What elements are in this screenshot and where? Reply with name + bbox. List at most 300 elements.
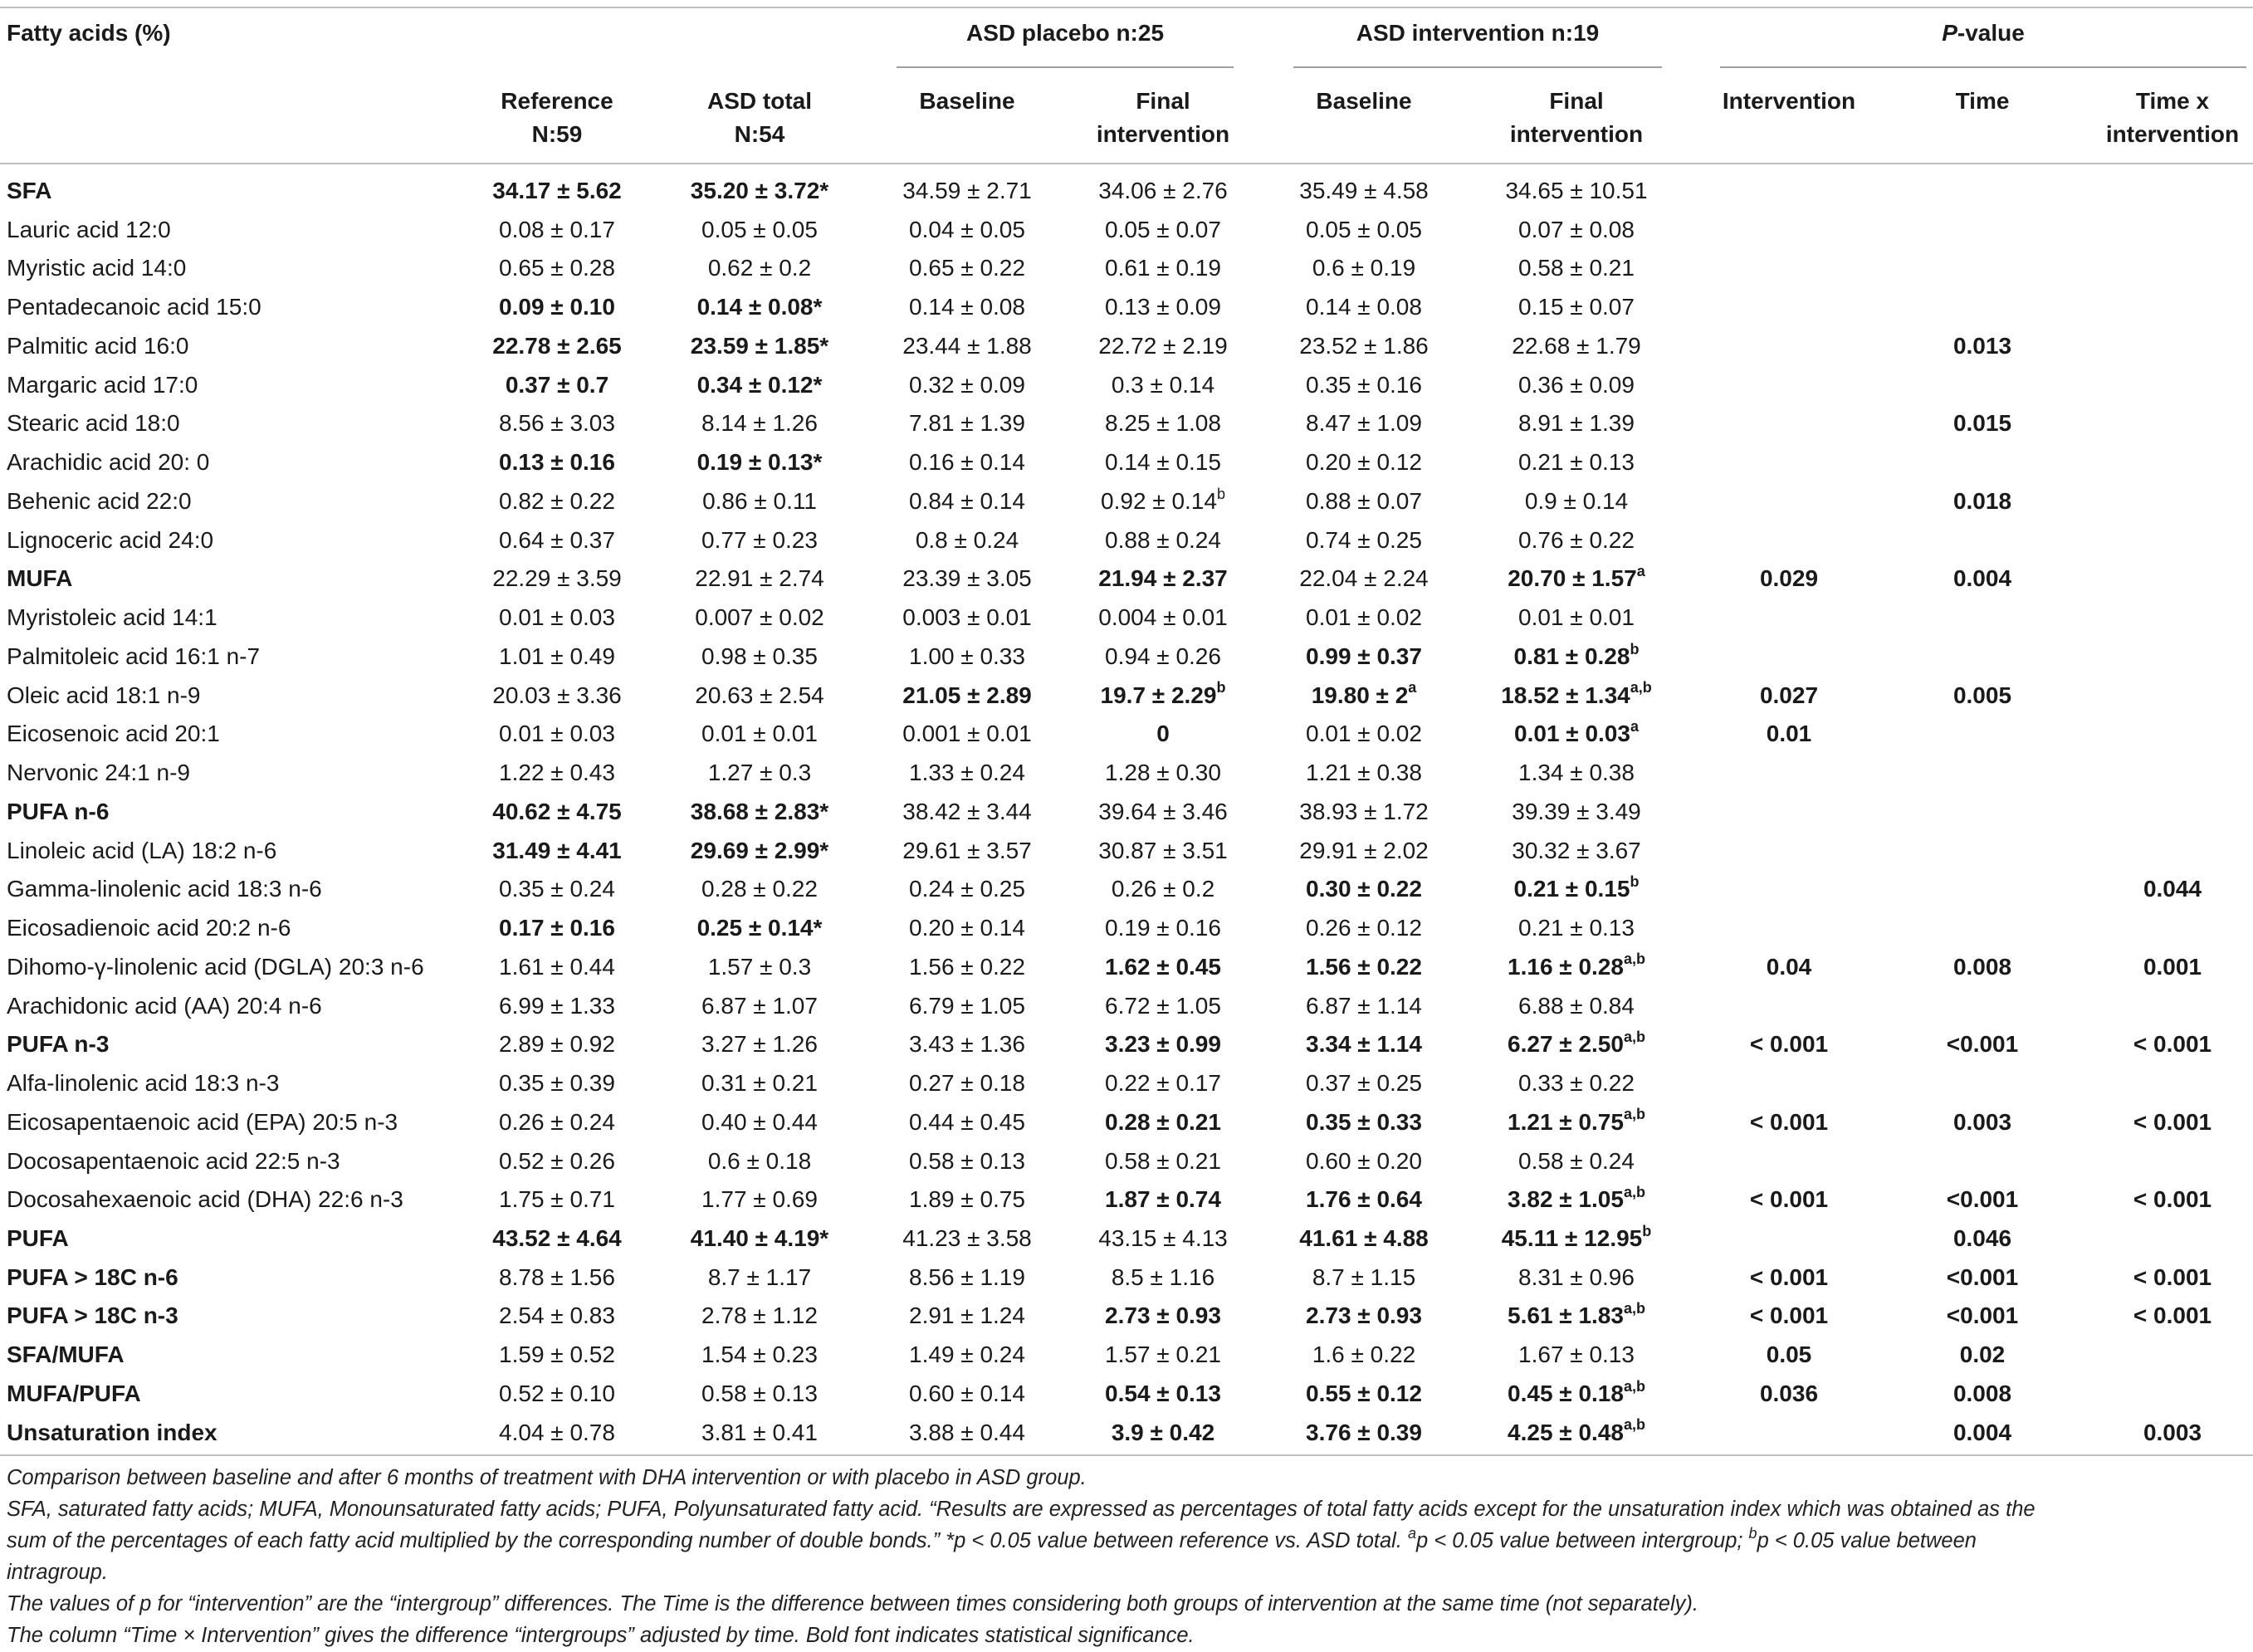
cell-value: 0.3 ± 0.14 (1111, 371, 1215, 398)
cell-value: < 0.001 (2133, 1186, 2212, 1213)
cell-asd-total (660, 599, 859, 637)
cell-p-intervention (1689, 1375, 1889, 1413)
cell-value: 1.75 ± 0.71 (499, 1186, 615, 1213)
cell-intervention-baseline (1264, 832, 1464, 870)
cell-placebo-final (1063, 1259, 1263, 1297)
cell-value: 41.40 ± 4.19* (690, 1224, 829, 1251)
cell-value: 0.007 ± 0.02 (695, 604, 824, 631)
cell-asd-total (660, 1375, 859, 1413)
cell-p-time-x-intervention (2073, 754, 2253, 792)
cell-intervention-baseline (1264, 249, 1464, 287)
cell-value: 0.60 ± 0.14 (909, 1380, 1025, 1406)
cell-placebo-baseline (867, 366, 1067, 404)
cell-placebo-final (1063, 327, 1263, 365)
cell-value: 0.044 (2143, 876, 2202, 902)
cell-value: 0.58 ± 0.13 (909, 1147, 1025, 1174)
table-row (0, 404, 2253, 442)
cell-value: 0.003 (2143, 1419, 2202, 1445)
cell-intervention-baseline (1264, 638, 1464, 676)
cell-value: < 0.001 (1749, 1303, 1829, 1329)
cell-p-time-x-intervention (2073, 327, 2253, 365)
cell-intervention-final (1477, 1336, 1676, 1374)
cell-value: 0.55 ± 0.12 (1306, 1380, 1422, 1406)
cell-value: 19.80 ± 2 (1311, 682, 1409, 708)
cell-value: 6.27 ± 2.50 (1508, 1031, 1624, 1058)
cell-value: 0.82 ± 0.22 (499, 487, 615, 514)
cell-p-intervention (1689, 1180, 1889, 1219)
cell-value: 0.74 ± 0.25 (1306, 526, 1422, 553)
cell-value: 38.68 ± 2.83* (690, 798, 829, 824)
cell-value: 3.9 ± 0.42 (1111, 1419, 1215, 1445)
cell-intervention-final (1477, 1375, 1676, 1413)
cell-value: 1.57 ± 0.3 (707, 953, 812, 980)
cell-intervention-baseline (1264, 211, 1464, 249)
cell-value: 23.59 ± 1.85* (690, 332, 829, 359)
cell-placebo-baseline (867, 948, 1067, 986)
table-row (0, 832, 2253, 870)
cell-p-time (1883, 677, 2082, 715)
table-row (0, 793, 2253, 831)
cell-placebo-final (1063, 1025, 1263, 1063)
cell-placebo-final (1063, 404, 1263, 442)
cell-p-intervention (1689, 404, 1889, 442)
cell-p-time-x-intervention (2073, 366, 2253, 404)
cell-value: 30.87 ± 3.51 (1098, 837, 1228, 863)
cell-p-time-x-intervention (2073, 249, 2253, 287)
cell-value: 0.52 ± 0.10 (499, 1380, 615, 1406)
cell-value: 1.21 ± 0.38 (1306, 760, 1422, 786)
cell-value: 2.89 ± 0.92 (499, 1031, 615, 1058)
header-time-x-line2: intervention (2105, 121, 2240, 147)
cell-value: 41.23 ± 3.58 (902, 1224, 1032, 1251)
cell-value: 0.28 ± 0.21 (1105, 1108, 1221, 1135)
cell-intervention-baseline (1264, 948, 1464, 986)
cell-placebo-baseline (867, 211, 1067, 249)
cell-value: 0.01 ± 0.03 (499, 604, 615, 631)
cell-value: 8.31 ± 0.96 (1518, 1263, 1635, 1290)
cell-placebo-final (1063, 1414, 1263, 1452)
cell-value: 1.27 ± 0.3 (707, 760, 812, 786)
cell-intervention-baseline (1264, 715, 1464, 753)
cell-placebo-baseline (867, 1142, 1067, 1180)
cell-placebo-baseline (867, 677, 1067, 715)
cell-value: 5.61 ± 1.83 (1508, 1303, 1624, 1329)
row-label: Dihomo-γ-linolenic acid (DGLA) 20:3 n-6 (7, 953, 424, 980)
cell-value: 1.6 ± 0.22 (1312, 1342, 1416, 1368)
cell-value: 0.008 (1952, 953, 2012, 980)
cell-intervention-final (1477, 1142, 1676, 1180)
cell-asd-total (660, 638, 859, 676)
cell-value: 1.89 ± 0.75 (909, 1186, 1025, 1213)
cell-placebo-final (1063, 521, 1263, 560)
row-label: Unsaturation index (7, 1419, 217, 1445)
header-time-x-line1: Time x (2135, 88, 2210, 114)
cell-value: 2.73 ± 0.93 (1105, 1303, 1221, 1329)
cell-p-intervention (1689, 443, 1889, 481)
table-row (0, 1219, 2253, 1258)
cell-p-time-x-intervention (2073, 1259, 2253, 1297)
cell-p-time (1883, 948, 2082, 986)
cell-reference (457, 948, 657, 986)
cell-reference (457, 1025, 657, 1063)
cell-value: 0.60 ± 0.20 (1306, 1147, 1422, 1174)
row-label: Eicosenoic acid 20:1 (7, 721, 220, 747)
cell-value: 3.81 ± 0.41 (701, 1419, 818, 1445)
cell-p-time (1883, 1414, 2082, 1452)
cell-value: 0.001 (2143, 953, 2202, 980)
cell-value: 1.00 ± 0.33 (909, 643, 1025, 669)
cell-intervention-final (1477, 443, 1676, 481)
header-asd-intervention: ASD intervention n:19 (1356, 20, 1600, 46)
cell-value: 0.05 (1766, 1342, 1812, 1368)
cell-value: 0.21 ± 0.13 (1518, 449, 1635, 476)
cell-p-time-x-intervention (2073, 1297, 2253, 1335)
cell-value: 18.52 ± 1.34 (1501, 682, 1630, 708)
cell-placebo-final (1063, 832, 1263, 870)
cell-value: 38.42 ± 3.44 (902, 798, 1032, 824)
cell-placebo-final (1063, 560, 1263, 598)
cell-value: 6.72 ± 1.05 (1105, 992, 1221, 1019)
cell-asd-total (660, 1064, 859, 1102)
cell-value: 0.81 ± 0.28 (1513, 643, 1630, 669)
cell-p-time (1883, 909, 2082, 947)
cell-value: 0.20 ± 0.12 (1306, 449, 1422, 476)
header-pvalue-intervention: Intervention (1722, 88, 1856, 114)
cell-placebo-final (1063, 987, 1263, 1025)
cell-value: 0.94 ± 0.26 (1105, 643, 1221, 669)
cell-value: < 0.001 (2133, 1031, 2212, 1058)
cell-placebo-final (1063, 1103, 1263, 1141)
table-row (0, 870, 2253, 908)
cell-value: 1.01 ± 0.49 (499, 643, 615, 669)
cell-placebo-final (1063, 172, 1263, 210)
cell-value: 20.63 ± 2.54 (695, 682, 824, 708)
header-asd-placebo: ASD placebo n:25 (965, 20, 1165, 46)
table-row (0, 327, 2253, 365)
table-row (0, 211, 2253, 249)
table-row (0, 172, 2253, 210)
row-label: PUFA n-6 (7, 798, 110, 824)
cell-placebo-baseline (867, 715, 1067, 753)
cell-intervention-baseline (1264, 1259, 1464, 1297)
cell-placebo-baseline (867, 638, 1067, 676)
cell-asd-total (660, 288, 859, 326)
cell-p-time (1883, 715, 2082, 753)
row-label: PUFA n-3 (7, 1031, 110, 1058)
cell-value: 0.04 (1766, 953, 1812, 980)
cell-p-time-x-intervention (2073, 793, 2253, 831)
cell-value: 8.7 ± 1.17 (707, 1263, 812, 1290)
cell-value: 0.9 ± 0.14 (1524, 487, 1629, 514)
cell-value: 0.01 ± 0.03 (1514, 721, 1630, 747)
cell-p-time (1883, 1103, 2082, 1141)
placebo-group-rule (897, 66, 1234, 68)
pvalue-group-rule (1720, 66, 2246, 68)
cell-p-time (1883, 1180, 2082, 1219)
cell-reference (457, 443, 657, 481)
cell-reference (457, 366, 657, 404)
cell-intervention-baseline (1264, 443, 1464, 481)
cell-value: 0.004 (1952, 565, 2012, 592)
cell-value: 0.36 ± 0.09 (1518, 371, 1635, 398)
cell-placebo-final (1063, 1064, 1263, 1102)
cell-p-time-x-intervention (2073, 443, 2253, 481)
cell-p-time (1883, 987, 2082, 1025)
cell-value: 0.01 ± 0.03 (499, 721, 615, 747)
cell-intervention-final (1477, 909, 1676, 947)
cell-p-time (1883, 599, 2082, 637)
cell-p-intervention (1689, 870, 1889, 908)
cell-value: 3.88 ± 0.44 (909, 1419, 1025, 1445)
cell-intervention-baseline (1264, 366, 1464, 404)
cell-asd-total (660, 1180, 859, 1219)
intervention-group-rule (1293, 66, 1662, 68)
cell-p-time (1883, 1259, 2082, 1297)
cell-value: < 0.001 (1749, 1186, 1829, 1213)
table-row (0, 288, 2253, 326)
cell-intervention-final (1477, 832, 1676, 870)
cell-value: 0.05 ± 0.05 (1306, 216, 1422, 242)
row-label: Lignoceric acid 24:0 (7, 526, 214, 553)
cell-p-time-x-intervention (2073, 1025, 2253, 1063)
cell-value: 0.029 (1759, 565, 1819, 592)
cell-value: 43.52 ± 4.64 (492, 1224, 622, 1251)
cell-value: 35.20 ± 3.72* (690, 178, 829, 203)
row-label: PUFA (7, 1224, 69, 1251)
cell-reference (457, 482, 657, 521)
row-label: Nervonic 24:1 n-9 (7, 760, 191, 786)
cell-value: 1.77 ± 0.69 (701, 1186, 818, 1213)
cell-value: 0.027 (1759, 682, 1819, 708)
cell-placebo-baseline (867, 404, 1067, 442)
cell-value: 3.76 ± 0.39 (1306, 1419, 1422, 1445)
cell-reference (457, 1064, 657, 1102)
cell-value: 0 (1156, 721, 1170, 747)
footnote-line-2: SFA, saturated fatty acids; MUFA, Monounsaturated fatty acids; PUFA, Polyunsaturated fatty acid. “Results are expressed as percentages of total fatty acids except for the unsaturation index which was obtained as the (7, 1498, 2036, 1521)
cell-value: 1.76 ± 0.64 (1306, 1186, 1422, 1213)
row-label: Lauric acid 12:0 (7, 216, 171, 242)
cell-intervention-final (1477, 1025, 1676, 1063)
cell-placebo-baseline (867, 1180, 1067, 1219)
cell-value: 1.28 ± 0.30 (1105, 760, 1221, 786)
cell-value: 1.21 ± 0.75 (1508, 1108, 1624, 1135)
cell-p-time (1883, 793, 2082, 831)
cell-reference (457, 1219, 657, 1258)
cell-superscript: a,b (1623, 1028, 1645, 1045)
row-label: Myristoleic acid 14:1 (7, 604, 217, 631)
cell-value: 0.76 ± 0.22 (1518, 526, 1635, 553)
table-row (0, 1336, 2253, 1374)
table-row (0, 715, 2253, 753)
table-row (0, 754, 2253, 792)
cell-value: 0.036 (1759, 1380, 1819, 1406)
cell-value: 0.003 (1952, 1108, 2012, 1135)
cell-value: 8.14 ± 1.26 (701, 410, 818, 437)
header-pvalue-time: Time (1955, 88, 2010, 114)
cell-intervention-baseline (1264, 1103, 1464, 1141)
cell-p-time (1883, 1025, 2082, 1063)
table-row (0, 1103, 2253, 1141)
cell-value: 0.64 ± 0.37 (499, 526, 615, 553)
cell-placebo-baseline (867, 1297, 1067, 1335)
cell-superscript: a,b (1623, 1377, 1645, 1395)
cell-value: 0.77 ± 0.23 (701, 526, 818, 553)
table-row (0, 560, 2253, 598)
cell-asd-total (660, 1297, 859, 1335)
cell-value: 0.14 ± 0.08 (1306, 294, 1422, 320)
cell-placebo-final (1063, 638, 1263, 676)
footnote-line-3 (7, 1526, 2248, 1557)
cell-value: 20.70 ± 1.57 (1508, 565, 1637, 592)
cell-value: 0.58 ± 0.21 (1518, 255, 1635, 281)
cell-value: 29.69 ± 2.99* (690, 837, 829, 863)
table-bottom-rule (0, 1454, 2253, 1456)
cell-value: 30.32 ± 3.67 (1512, 837, 1641, 863)
cell-p-time (1883, 211, 2082, 249)
cell-placebo-baseline (867, 1375, 1067, 1413)
header-asd-total-line1: ASD total (707, 88, 812, 114)
cell-value: 22.29 ± 3.59 (492, 565, 622, 592)
cell-p-time (1883, 754, 2082, 792)
cell-placebo-baseline (867, 1025, 1067, 1063)
header-p-value (1720, 17, 2246, 50)
cell-asd-total (660, 715, 859, 753)
cell-value: 0.44 ± 0.45 (909, 1108, 1025, 1135)
table-row (0, 1064, 2253, 1102)
cell-reference (457, 870, 657, 908)
cell-value: 0.01 ± 0.02 (1306, 604, 1422, 631)
cell-superscript: b (1630, 872, 1640, 890)
row-label: SFA (7, 178, 52, 203)
cell-value: 8.91 ± 1.39 (1518, 410, 1635, 437)
cell-reference (457, 1142, 657, 1180)
cell-placebo-baseline (867, 443, 1067, 481)
cell-placebo-final (1063, 599, 1263, 637)
cell-value: 0.84 ± 0.14 (909, 487, 1025, 514)
cell-intervention-final (1477, 1259, 1676, 1297)
cell-p-intervention (1689, 172, 1889, 210)
row-label: Myristic acid 14:0 (7, 255, 187, 281)
cell-p-time-x-intervention (2073, 404, 2253, 442)
cell-value: < 0.001 (1749, 1031, 1829, 1058)
cell-value: 0.98 ± 0.35 (701, 643, 818, 669)
row-label: PUFA > 18C n-3 (7, 1303, 178, 1329)
row-label: Alfa-linolenic acid 18:3 n-3 (7, 1070, 280, 1097)
cell-value: 0.22 ± 0.17 (1105, 1070, 1221, 1097)
cell-placebo-baseline (867, 1064, 1067, 1102)
header-placebo-baseline: Baseline (919, 88, 1015, 114)
header-p-value-rest: -value (1957, 20, 2025, 46)
footnote-sup-a: a (1408, 1524, 1417, 1542)
cell-value: 4.04 ± 0.78 (499, 1419, 615, 1445)
cell-value: 0.27 ± 0.18 (909, 1070, 1025, 1097)
cell-value: < 0.001 (2133, 1303, 2212, 1329)
cell-value: 0.09 ± 0.10 (499, 294, 615, 320)
cell-intervention-final (1477, 754, 1676, 792)
cell-reference (457, 715, 657, 753)
footnote-line-1: Comparison between baseline and after 6 months of treatment with DHA intervention or with placebo in ASD group. (7, 1466, 1087, 1489)
cell-asd-total (660, 443, 859, 481)
cell-value: 0.008 (1952, 1380, 2012, 1406)
cell-value: 2.54 ± 0.83 (499, 1303, 615, 1329)
cell-value: 0.58 ± 0.24 (1518, 1147, 1635, 1174)
row-label: Palmitic acid 16:0 (7, 332, 189, 359)
cell-value: 21.05 ± 2.89 (902, 682, 1032, 708)
cell-value: 6.87 ± 1.07 (701, 992, 818, 1019)
cell-value: 22.04 ± 2.24 (1299, 565, 1429, 592)
cell-intervention-baseline (1264, 1142, 1464, 1180)
cell-value: 23.39 ± 3.05 (902, 565, 1032, 592)
footnote-line-5: The values of p for “intervention” are the “intergroup” differences. The Time is the difference between times considering both groups of intervention at the same time (not separately). (7, 1592, 1698, 1615)
cell-placebo-final (1063, 482, 1263, 521)
cell-placebo-baseline (867, 754, 1067, 792)
cell-p-time (1883, 366, 2082, 404)
cell-value: 0.37 ± 0.25 (1306, 1070, 1422, 1097)
row-label: Oleic acid 18:1 n-9 (7, 682, 201, 708)
cell-placebo-final (1063, 715, 1263, 753)
cell-placebo-baseline (867, 832, 1067, 870)
cell-value: 1.54 ± 0.23 (701, 1342, 818, 1368)
header-reference (470, 85, 644, 151)
cell-value: 0.004 (1952, 1419, 2012, 1445)
cell-value: 2.91 ± 1.24 (909, 1303, 1025, 1329)
cell-value: 39.64 ± 3.46 (1098, 798, 1228, 824)
cell-p-time (1883, 482, 2082, 521)
cell-intervention-final (1477, 1414, 1676, 1452)
table-row (0, 1259, 2253, 1297)
cell-p-intervention (1689, 987, 1889, 1025)
cell-intervention-baseline (1264, 754, 1464, 792)
cell-intervention-final (1477, 288, 1676, 326)
cell-intervention-final (1477, 793, 1676, 831)
cell-asd-total (660, 1336, 859, 1374)
cell-value: 6.79 ± 1.05 (909, 992, 1025, 1019)
header-placebo-final (1076, 85, 1250, 151)
cell-value: 43.15 ± 4.13 (1098, 1224, 1228, 1251)
cell-placebo-baseline (867, 249, 1067, 287)
cell-p-intervention (1689, 1414, 1889, 1452)
cell-value: 1.67 ± 0.13 (1518, 1342, 1635, 1368)
cell-p-time-x-intervention (2073, 870, 2253, 908)
cell-reference (457, 1414, 657, 1452)
cell-p-intervention (1689, 1297, 1889, 1335)
table-row (0, 599, 2253, 637)
cell-placebo-baseline (867, 560, 1067, 598)
cell-p-time (1883, 560, 2082, 598)
cell-value: 8.47 ± 1.09 (1306, 410, 1422, 437)
cell-p-time-x-intervention (2073, 172, 2253, 210)
cell-value: 0.88 ± 0.07 (1306, 487, 1422, 514)
header-asd-total (672, 85, 847, 151)
cell-value: 0.005 (1952, 682, 2012, 708)
cell-value: 22.68 ± 1.79 (1512, 332, 1641, 359)
cell-value: 0.32 ± 0.09 (909, 371, 1025, 398)
cell-value: 6.88 ± 0.84 (1518, 992, 1635, 1019)
cell-placebo-final (1063, 677, 1263, 715)
cell-intervention-final (1477, 1180, 1676, 1219)
cell-value: 45.11 ± 12.95 (1501, 1224, 1643, 1251)
cell-intervention-final (1477, 1103, 1676, 1141)
cell-value: 41.61 ± 4.88 (1299, 1224, 1429, 1251)
cell-asd-total (660, 793, 859, 831)
cell-value: 0.04 ± 0.05 (909, 216, 1025, 242)
cell-superscript: a,b (1623, 951, 1645, 968)
cell-value: 2.73 ± 0.93 (1306, 1303, 1422, 1329)
cell-value: 0.01 ± 0.01 (1518, 604, 1635, 631)
cell-intervention-final (1477, 987, 1676, 1025)
table-row (0, 1375, 2253, 1413)
cell-p-intervention (1689, 1064, 1889, 1102)
